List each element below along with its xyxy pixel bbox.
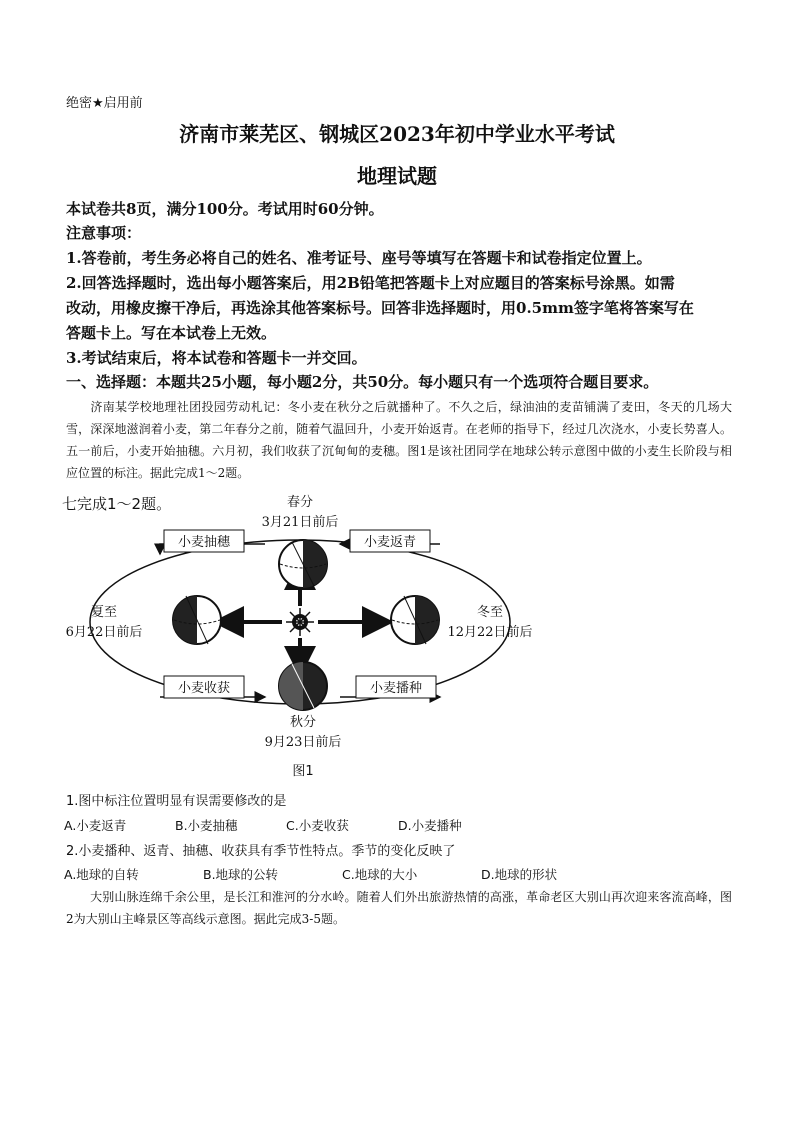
q1-option-c: C.小麦收获	[286, 818, 349, 833]
instruction-line-3: 1.答卷前，考生务必将自己的姓名、准考证号、座号等填写在答题卡和试卷指定位置上。	[66, 249, 652, 267]
passage-1-text: 济南某学校地理社团投园劳动札记：冬小麦在秋分之后就播种了。不久之后，绿油油的麦苗铺满了麦田，冬天的几场大雪，深深地滋润着小麦，第二年春分之前，随着气温回升，小麦开始返青。在老师的指导下，经过几次浇水，小麦长势喜人。五一前后，小麦开始抽穗。六月初，我们收获了沉甸甸的麦穗。图1是该社团同学在地球公转示意图中做的小麦生长阶段与相应位置的标注。据此完成1～2题。	[66, 400, 732, 480]
label-summer: 夏至	[90, 605, 118, 620]
instruction-line-5: 改动，用橡皮擦干净后，再选涂其他答案标号。回答非选择题时，用0.5mm签字笔将答案写在	[66, 299, 694, 317]
q1-option-b: B.小麦抽穗	[175, 818, 238, 833]
section-heading: 一、选择题：本题共25小题，每小题2分，共50分。每小题只有一个选项符合题目要求。	[66, 373, 659, 391]
exam-subtitle: 地理试题	[357, 164, 437, 188]
instruction-line-6: 答题卡上。写在本试卷上无效。	[66, 324, 277, 342]
figure-1-orbit-diagram	[60, 492, 560, 782]
earth-autumn-icon	[279, 662, 327, 710]
label-regreen: 小麦返青	[363, 535, 417, 550]
question-1-stem: 1.图中标注位置明显有误需要修改的是	[66, 794, 287, 809]
figure-caption: 图1	[292, 764, 314, 779]
earth-summer-icon	[173, 596, 221, 644]
instruction-line-4: 2.回答选择题时，选出每小题答案后，用2B铅笔把答题卡上对应题目的答案标号涂黑。如需	[66, 274, 675, 292]
label-harvest: 小麦收获	[177, 681, 231, 696]
instruction-line-1: 本试卷共8页，满分100分。考试用时60分钟。	[66, 200, 384, 218]
instruction-line-2: 注意事项：	[66, 224, 142, 242]
q2-option-d: D.地球的形状	[481, 867, 558, 882]
q2-option-c: C.地球的大小	[342, 867, 418, 882]
label-winter: 冬至	[476, 605, 504, 620]
label-winter-date: 12月22日前后	[447, 625, 533, 640]
label-summer-date: 6月22日前后	[65, 625, 143, 640]
label-autumn: 秋分	[289, 715, 317, 730]
q1-option-d: D.小麦播种	[398, 818, 462, 833]
exam-title: 济南市莱芜区、钢城区2023年初中学业水平考试	[179, 122, 615, 146]
q2-option-a: A.地球的自转	[64, 867, 139, 882]
instruction-line-7: 3.考试结束后，将本试卷和答题卡一并交回。	[66, 349, 367, 367]
q1-option-a: A.小麦返青	[64, 818, 127, 833]
passage-2-text: 大别山脉连绵千余公里，是长江和淮河的分水岭。随着人们外出旅游热情的高涨，革命老区大别山再次迎来客流高峰，图2为大别山主峰景区等高线示意图。据此完成3-5题。	[66, 890, 732, 926]
passage-1	[66, 396, 732, 484]
passage-2	[66, 886, 732, 930]
earth-winter-icon	[391, 596, 439, 644]
confidential-label: 绝密★启用前	[66, 96, 143, 111]
label-sow: 小麦播种	[369, 681, 423, 696]
q2-option-b: B.地球的公转	[203, 867, 279, 882]
label-autumn-date: 9月23日前后	[264, 735, 342, 750]
question-2-stem: 2.小麦播种、返青、抽穗、收获具有季节性特点。季节的变化反映了	[66, 844, 456, 859]
label-spring-date: 3月21日前后	[261, 515, 339, 530]
passage-fragment: 七完成1～2题。	[62, 495, 172, 513]
label-spring: 春分	[286, 495, 314, 510]
sun-icon	[286, 608, 314, 636]
label-heading: 小麦抽穗	[177, 535, 231, 550]
earth-spring-icon	[279, 540, 327, 588]
